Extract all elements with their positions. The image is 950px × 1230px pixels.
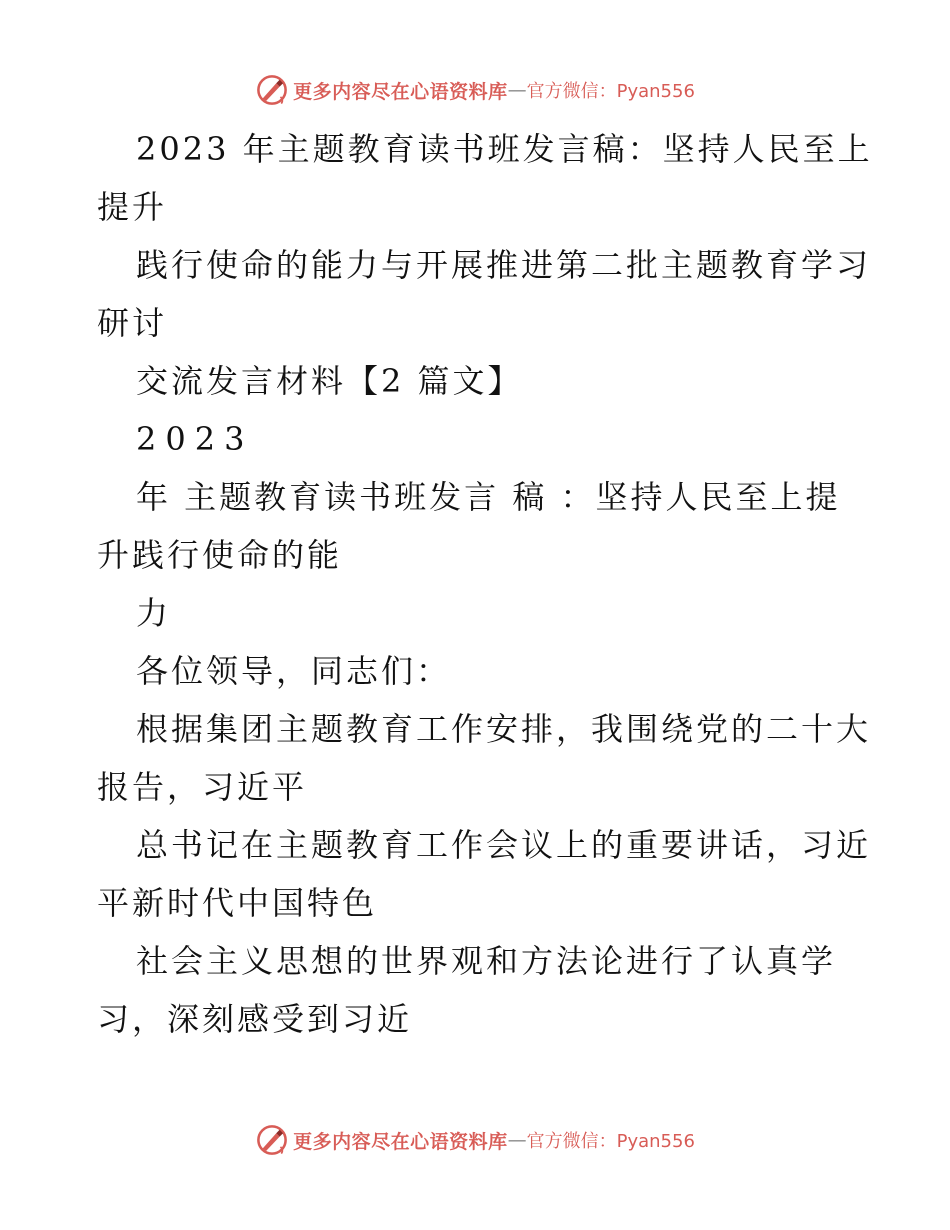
- doc-line: 交流发言材料【2 篇文】: [136, 362, 523, 400]
- doc-line: 2023: [136, 420, 254, 458]
- doc-line: 平新时代中国特色: [97, 884, 378, 922]
- banner-separator: —: [507, 79, 527, 101]
- banner-contact-text: 官方微信：Pyan556: [526, 1131, 695, 1152]
- header-watermark-banner: [0, 70, 950, 110]
- doc-line: 社会主义思想的世界观和方法论进行了认真学: [136, 942, 837, 980]
- doc-line: 各位领导，同志们：: [136, 652, 452, 690]
- doc-line: 报告，习近平: [97, 768, 308, 806]
- banner-separator: —: [507, 1129, 527, 1151]
- doc-line: 研讨: [97, 304, 168, 342]
- doc-line: 践行使命的能力与开展推进第二批主题教育学习: [136, 246, 872, 284]
- doc-line: 提升: [97, 188, 168, 226]
- doc-line: 升践行使命的能: [97, 536, 343, 574]
- pen-logo-icon: [255, 1123, 289, 1157]
- doc-line: 总书记在主题教育工作会议上的重要讲话，习近: [136, 826, 872, 864]
- doc-line: 根据集团主题教育工作安排，我围绕党的二十大: [136, 710, 872, 748]
- banner-contact-text: 官方微信：Pyan556: [526, 81, 695, 102]
- banner-lead-text: 更多内容尽在心语资料库: [293, 80, 508, 103]
- doc-line: 习，深刻感受到习近: [97, 1000, 413, 1038]
- pen-logo-icon: [255, 73, 289, 107]
- doc-line: 2023 年主题教育读书班发言稿：坚持人民至上: [136, 130, 873, 168]
- doc-line: 年 主题教育读书班发言 稿 ：坚持人民至上提: [136, 478, 841, 516]
- document-body: [97, 120, 873, 1048]
- doc-line: 力: [136, 594, 172, 632]
- footer-watermark-banner: [0, 1120, 950, 1160]
- banner-lead-text: 更多内容尽在心语资料库: [293, 1130, 508, 1153]
